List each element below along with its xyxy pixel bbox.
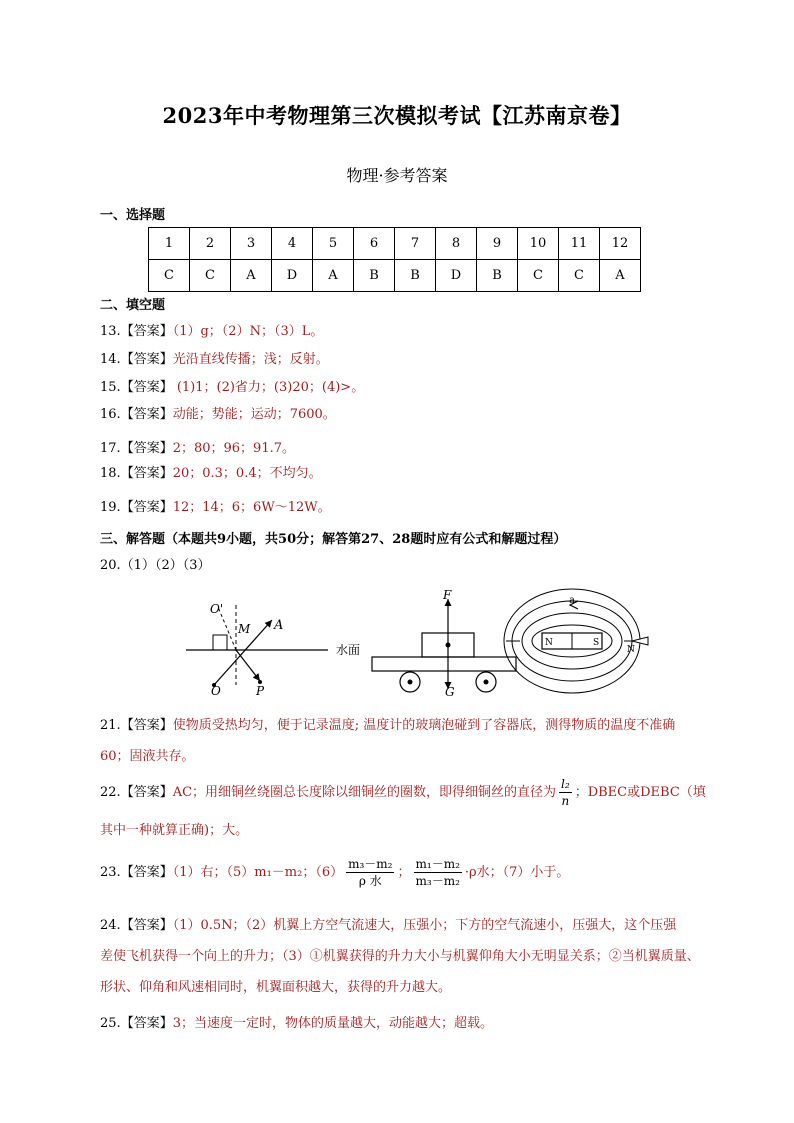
answer-text-cont: ；DBEC或DEBC（填 xyxy=(574,785,706,800)
answer-q17 xyxy=(100,437,295,456)
answer-tag: 【答案】 xyxy=(120,785,173,800)
answer-q24 xyxy=(100,914,676,933)
answer-q18 xyxy=(100,462,322,481)
answer-tag: 【答案】 xyxy=(120,1016,173,1031)
table-cell: 7 xyxy=(395,228,436,260)
figure-light-reflection xyxy=(186,602,360,698)
question-20-label: 20.（1）（2）（3） xyxy=(100,558,211,573)
answer-tag: 【答案】 xyxy=(120,380,173,395)
answer-q24-line2: 差使飞机获得一个向上的升力；（3）①机翼获得的升力大小与机翼仰角大小无明显关系；②当机翼质量、 xyxy=(100,949,700,964)
question-number: 19. xyxy=(100,500,121,515)
answer-text: （1）右；（5）m₁－m₂；（6） xyxy=(172,865,344,880)
question-number: 22. xyxy=(100,785,121,800)
answer-text: 3；当速度一定时，物体的质量越大，动能越大；超载。 xyxy=(172,1016,493,1031)
label-m: M xyxy=(238,622,251,636)
label-g: G xyxy=(445,685,455,699)
table-cell: 8 xyxy=(436,228,477,260)
answer-text: 2；80；96；91.7。 xyxy=(172,441,296,456)
answer-tag: 【答案】 xyxy=(120,352,173,367)
answer-q19 xyxy=(100,496,331,515)
answer-text: （1）0.5N；（2）机翼上方空气流速大，压强小；下方的空气流速小，压强大，这个压强 xyxy=(172,918,677,933)
answer-q21 xyxy=(100,714,675,733)
label-needle-n: N xyxy=(627,645,635,655)
answer-text: 动能；势能；运动；7600。 xyxy=(172,407,336,422)
question-number: 23. xyxy=(100,865,121,880)
page-subtitle: 物理·参考答案 xyxy=(346,166,448,185)
table-cell: 1 xyxy=(149,228,190,260)
page-title: 2023年中考物理第三次模拟考试【江苏南京卷】 xyxy=(162,103,632,128)
fraction-m1m2-over-m3m2: $\frac{\text{m₁－m₂}}{\text{m₃－m₂}}$ xyxy=(415,857,460,888)
table-cell: 10 xyxy=(518,228,559,260)
table-cell: C xyxy=(559,260,600,292)
label-p: P xyxy=(256,684,265,698)
answer-q15 xyxy=(100,376,364,395)
table-cell: 2 xyxy=(190,228,231,260)
table-cell: 3 xyxy=(231,228,272,260)
answer-text-cont: ·ρ水；（7）小于。 xyxy=(464,865,570,880)
fraction-l2-over-n: $\frac{\text{l₂}}{n}$ xyxy=(561,777,570,808)
answer-q24-line3: 形状、仰角和风速相同时，机翼面积越大，获得的升力越大。 xyxy=(100,980,452,995)
question-number: 21. xyxy=(100,718,121,733)
table-cell: 9 xyxy=(477,228,518,260)
label-a: A xyxy=(274,618,284,633)
question-number: 24. xyxy=(100,918,121,933)
table-cell: A xyxy=(313,260,354,292)
answer-q25 xyxy=(100,1012,493,1031)
table-row-numbers xyxy=(149,228,641,260)
label-o: O xyxy=(211,684,221,698)
question-number: 25. xyxy=(100,1016,121,1031)
answer-tag: 【答案】 xyxy=(120,500,173,515)
table-cell: C xyxy=(190,260,231,292)
figure-magnetic-field xyxy=(504,589,648,693)
table-cell: B xyxy=(395,260,436,292)
section-choice-heading: 一、选择题 xyxy=(100,208,166,223)
question-number: 15. xyxy=(100,380,121,395)
table-row-answers xyxy=(149,260,641,292)
answer-q22 xyxy=(100,776,706,809)
section-solve-heading: 三、解答题（本题共9小题，共50分；解答第27、28题时应有公式和解题过程） xyxy=(100,532,567,547)
answer-text: （1）g；（2）N；（3）L。 xyxy=(172,324,324,339)
table-cell: D xyxy=(272,260,313,292)
answer-text: AC；用细铜丝绕圈总长度除以细铜丝的圈数，即得细铜丝的直径为 xyxy=(172,785,557,800)
answer-q22-line2: 其中一种就算正确)；大。 xyxy=(100,823,249,838)
question-number: 17. xyxy=(100,441,121,456)
section-fill-heading: 二、填空题 xyxy=(100,298,166,313)
answer-text: 20；0.3；0.4；不均匀。 xyxy=(172,466,322,481)
answer-text: (1)1；(2)省力；(3)20；(4)>。 xyxy=(172,380,365,395)
answer-tag: 【答案】 xyxy=(120,324,173,339)
table-cell: 4 xyxy=(272,228,313,260)
answer-tag: 【答案】 xyxy=(120,918,173,933)
label-a-point: a xyxy=(569,595,575,606)
table-cell: 12 xyxy=(600,228,641,260)
label-o-prime: O' xyxy=(210,602,224,616)
answer-tag: 【答案】 xyxy=(120,441,173,456)
answer-q13 xyxy=(100,320,323,339)
answer-text: 使物质受热均匀，便于记录温度; 温度计的玻璃泡碰到了容器底，测得物质的温度不准确 xyxy=(172,718,676,733)
table-cell: A xyxy=(600,260,641,292)
answer-tag: 【答案】 xyxy=(120,718,173,733)
figure-force-cart xyxy=(372,588,516,699)
table-cell: A xyxy=(231,260,272,292)
answer-text: 12；14；6；6W～12W。 xyxy=(172,500,331,515)
table-cell: B xyxy=(477,260,518,292)
answer-q21-line2: 60；固液共存。 xyxy=(100,749,195,764)
answer-tag: 【答案】 xyxy=(120,407,173,422)
choice-answer-table xyxy=(148,227,641,292)
answer-tag: 【答案】 xyxy=(120,466,173,481)
answer-q16 xyxy=(100,403,336,422)
label-s: S xyxy=(593,638,600,648)
answer-q14 xyxy=(100,348,329,367)
label-f: F xyxy=(443,588,452,602)
question-number: 13. xyxy=(100,324,121,339)
question-number: 18. xyxy=(100,466,121,481)
table-cell: C xyxy=(518,260,559,292)
separator: ； xyxy=(397,865,411,880)
table-cell: 11 xyxy=(559,228,600,260)
answer-tag: 【答案】 xyxy=(120,865,173,880)
q20-figures xyxy=(180,585,660,700)
label-n: N xyxy=(545,638,553,648)
answer-text: 光沿直线传播；浅；反射。 xyxy=(172,352,329,367)
table-cell: B xyxy=(354,260,395,292)
table-cell: 5 xyxy=(313,228,354,260)
table-cell: 6 xyxy=(354,228,395,260)
table-cell: D xyxy=(436,260,477,292)
question-number: 16. xyxy=(100,407,121,422)
fraction-m3m2-over-rho: $\frac{\text{m₃－m₂}}{\text{ρ 水}}$ xyxy=(348,857,393,888)
question-number: 14. xyxy=(100,352,121,367)
answer-q23 xyxy=(100,856,569,889)
label-water-surface: 水面 xyxy=(336,643,361,657)
table-cell: C xyxy=(149,260,190,292)
